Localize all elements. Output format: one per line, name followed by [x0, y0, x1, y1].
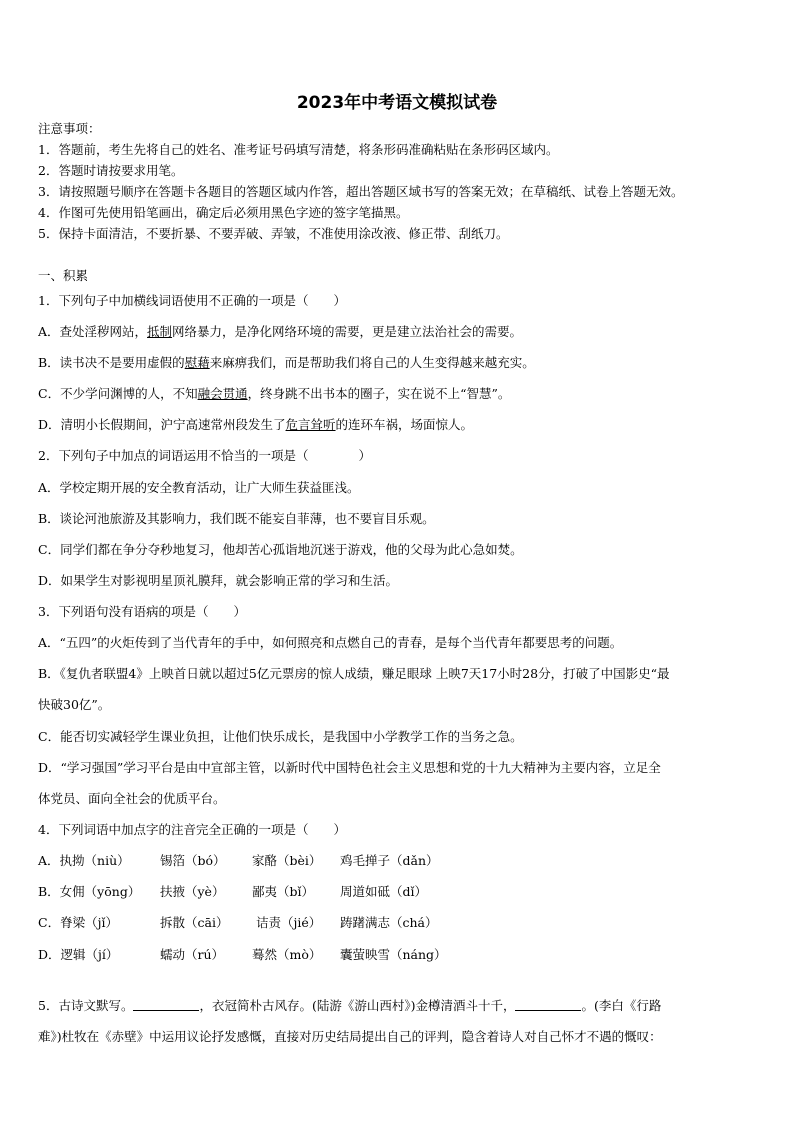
- q3-option-d-cont: 体党员、面向全社会的优质平台。: [38, 791, 226, 806]
- page-title: 2023年中考语文模拟试卷: [296, 93, 498, 113]
- q1-option-a: A．查处淫秽网站，抵制网络暴力，是净化网络环境的需要，更是建立法治社会的需要。: [38, 324, 523, 339]
- q4-a-word2: 锡箔（bó）: [160, 853, 226, 868]
- q2-stem: 2．下列句子中加点的词语运用不恰当的一项是（ ）: [38, 448, 371, 463]
- q4-c-word3: 诘责（jié）: [256, 915, 322, 930]
- q2-option-d: D．如果学生对影视明星顶礼膜拜，就会影响正常的学习和生活。: [38, 573, 399, 588]
- notice-item: 1．答题前，考生先将自己的姓名、准考证号码填写清楚，将条形码准确粘贴在条形码区域内。: [38, 142, 559, 157]
- notice-item: 2．答题时请按要求用笔。: [38, 163, 184, 178]
- q2-option-a: A．学校定期开展的安全教育活动，让广大师生获益匪浅。: [38, 480, 360, 495]
- section-heading: 一、积累: [38, 268, 89, 283]
- q3-option-b-cont: 快破30亿”。: [38, 697, 111, 712]
- q5-line1: 5．古诗文默写。 ，衣冠简朴古风存。(陆游《游山西村》)金樽清酒斗十千， 。(李白《行路: [38, 998, 662, 1013]
- q4-a-word3: 家酪（bèi）: [252, 853, 322, 868]
- q5-line2: 难》)杜牧在《赤壁》中运用议论抒发感慨，直接对历史结局提出自己的评判，隐含着诗人对自己怀才不遇的慨叹：: [38, 1029, 662, 1044]
- q3-option-a: A．“五四”的火炬传到了当代青年的手中，如何照亮和点燃自己的青春，是每个当代青年都要思考的问题。: [38, 635, 623, 650]
- q3-option-b: B．《复仇者联盟4》上映首日就以超过5亿元票房的惊人成绩，赚足眼球 上映7天17小时28分，打破了中国影史“最: [38, 666, 670, 681]
- q3-option-d: D．“学习强国”学习平台是由中宣部主管，以新时代中国特色社会主义思想和党的十九大精神为主要内容，立足全: [38, 760, 661, 775]
- q1-option-b: B．读书决不是要用虚假的慰藉来麻痹我们，而是帮助我们将自己的人生变得越来越充实。: [38, 355, 535, 370]
- q1-option-d: D．清明小长假期间，沪宁高速常州段发生了危言耸听的连环车祸，场面惊人。: [38, 417, 474, 432]
- notice-item: 3．请按照题号顺序在答题卡各题目的答题区域内作答，超出答题区域书写的答案无效；在草稿纸、试卷上答题无效。: [38, 184, 684, 199]
- answer-blank: [133, 998, 199, 1011]
- q4-stem: 4．下列词语中加点字的注音完全正确的一项是（ ）: [38, 822, 346, 837]
- notice-heading: 注意事项：: [38, 121, 101, 136]
- q4-d-word2: 蠕动（rú）: [160, 947, 225, 962]
- q4-c-word1: C．脊梁（jǐ）: [38, 915, 118, 930]
- q4-b-word3: 鄙夷（bǐ）: [252, 884, 314, 899]
- q4-c-word4: 踌躇满志（chá）: [340, 915, 438, 930]
- q3-stem: 3．下列语句没有语病的项是（ ）: [38, 604, 246, 619]
- q4-d-word1: D．逻辑（jí）: [38, 947, 119, 962]
- q4-d-word4: 囊萤映雪（náng）: [340, 947, 447, 962]
- q1-stem: 1．下列句子中加横线词语使用不正确的一项是（ ）: [38, 293, 346, 308]
- q4-a-word1: A．执拗（niù）: [38, 853, 130, 868]
- q4-b-word1: B．女佣（yōng）: [38, 884, 141, 899]
- q4-b-word2: 扶掖（yè）: [160, 884, 225, 899]
- notice-item: 4．作图可先使用铅笔画出，确定后必须用黑色字迹的签字笔描黑。: [38, 205, 409, 220]
- answer-blank: [515, 998, 581, 1011]
- q2-option-c: C．同学们都在争分夺秒地复习，他却苦心孤诣地沉迷于游戏，他的父母为此心急如焚。: [38, 542, 523, 557]
- q1-option-c: C．不少学问渊博的人，不知融会贯通，终身跳不出书本的圈子，实在说不上“智慧”。: [38, 386, 511, 401]
- q4-a-word4: 鸡毛掸子（dǎn）: [340, 853, 439, 868]
- q4-b-word4: 周道如砥（dǐ）: [340, 884, 427, 899]
- q3-option-c: C．能否切实减轻学生课业负担，让他们快乐成长，是我国中小学教学工作的当务之急。: [38, 729, 523, 744]
- q4-d-word3: 蓦然（mò）: [252, 947, 322, 962]
- notice-item: 5．保持卡面清洁，不要折暴、不要弄破、弄皱，不准使用涂改液、修正带、刮纸刀。: [38, 226, 509, 241]
- q4-c-word2: 拆散（cāi）: [160, 915, 229, 930]
- q2-option-b: B．谈论河池旅游及其影响力，我们既不能妄自菲薄，也不要盲目乐观。: [38, 511, 435, 526]
